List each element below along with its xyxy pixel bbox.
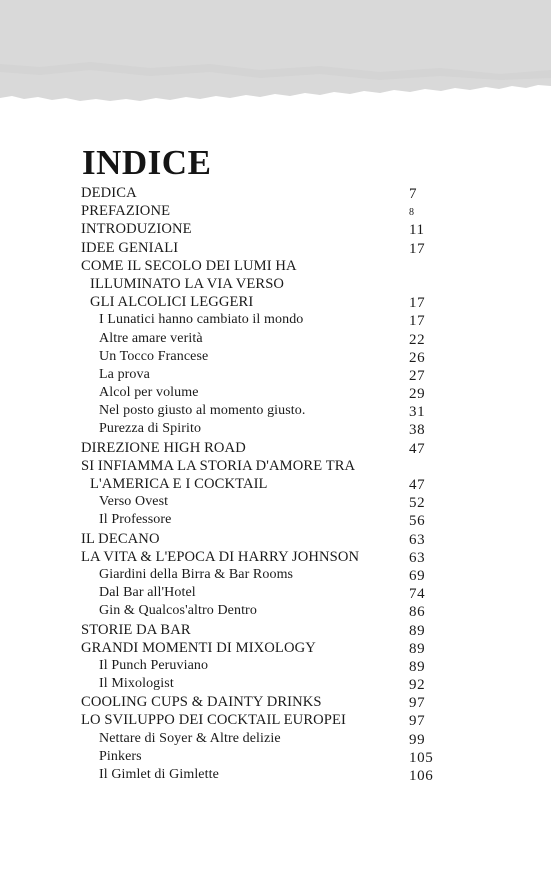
toc-entry-label: Altre amare verità: [99, 330, 203, 346]
toc-entry: [0, 330, 551, 348]
toc-entry-page-number: 47: [409, 477, 426, 493]
toc-entry: [0, 275, 551, 293]
toc-entry-label: Purezza di Spirito: [99, 421, 202, 437]
toc-entry-label: Alcol per volume: [99, 385, 199, 401]
toc-entry: [0, 584, 551, 602]
toc-entry-page-number: 26: [409, 349, 426, 366]
toc-entry: [0, 348, 551, 366]
toc-entry: [0, 457, 551, 475]
toc-entry-label: I Lunatici hanno cambiato il mondo: [99, 312, 304, 328]
toc-entry-page-number: 17: [409, 313, 426, 330]
toc-entry-page-number: 63: [409, 531, 426, 548]
toc-entry-page-number: 31: [409, 404, 426, 421]
toc-entry-page-number: 47: [409, 440, 426, 457]
toc-entry-label: IDEE GENIALI: [81, 239, 179, 256]
toc-entry-page-number: 89: [409, 658, 426, 675]
toc-entry: [0, 257, 551, 275]
toc-entry: [0, 693, 551, 711]
toc-entry-page-number: 97: [409, 713, 426, 730]
page-title: INDICE: [82, 143, 212, 182]
toc-entry-label: Gin & Qualcos'altro Dentro: [99, 603, 257, 619]
toc-entry: [0, 766, 551, 784]
toc-entry-label: Dal Bar all'Hotel: [99, 585, 196, 601]
toc-entry-label: Nettare di Soyer & Altre delizie: [99, 730, 281, 746]
toc-entry: [0, 675, 551, 693]
toc-entry-label: Il Professore: [99, 512, 172, 528]
toc-entry-label: DEDICA: [81, 185, 137, 201]
toc-entry-label: Un Tocco Francese: [99, 348, 209, 364]
toc-entry: [0, 566, 551, 584]
toc-entry: [0, 730, 551, 748]
toc-entry-label: PREFAZIONE: [81, 203, 171, 220]
toc-entry: [0, 511, 551, 529]
toc-entry: [0, 293, 551, 311]
toc-entry-page-number: 17: [409, 240, 426, 257]
toc-entry: [0, 184, 551, 202]
toc-entry: [0, 711, 551, 729]
table-of-contents: [0, 184, 551, 784]
toc-entry-label: GRANDI MOMENTI DI MIXOLOGY: [81, 639, 316, 656]
toc-entry: [0, 366, 551, 384]
toc-entry-label: Pinkers: [99, 748, 142, 764]
toc-entry-label: Il Mixologist: [99, 676, 174, 692]
toc-entry: [0, 220, 551, 238]
toc-entry: [0, 493, 551, 511]
toc-entry-page-number: 56: [409, 513, 426, 530]
toc-entry-page-number: 86: [409, 604, 426, 621]
toc-entry-page-number: 105: [409, 749, 434, 766]
toc-entry-page-number: 7: [409, 186, 418, 202]
toc-entry-page-number: 8: [409, 207, 415, 219]
toc-entry-label: Nel posto giusto al momento giusto.: [99, 403, 306, 419]
toc-entry: [0, 439, 551, 457]
toc-entry: [0, 420, 551, 438]
toc-entry: [0, 621, 551, 639]
toc-entry: [0, 639, 551, 657]
toc-entry-page-number: 22: [409, 331, 426, 348]
toc-entry: [0, 748, 551, 766]
toc-entry: [0, 384, 551, 402]
toc-entry-page-number: 17: [409, 295, 426, 312]
toc-entry-label: COME IL SECOLO DEI LUMI HA: [81, 257, 297, 274]
toc-entry-page-number: 89: [409, 640, 426, 657]
toc-entry: [0, 311, 551, 329]
toc-entry-label: LA VITA & L'EPOCA DI HARRY JOHNSON: [81, 548, 360, 565]
toc-entry: [0, 602, 551, 620]
toc-entry: [0, 239, 551, 257]
toc-entry-page-number: 38: [409, 422, 426, 439]
toc-entry-page-number: 74: [409, 586, 426, 603]
toc-entry-label: Il Punch Peruviano: [99, 657, 209, 673]
toc-entry-label: LO SVILUPPO DEI COCKTAIL EUROPEI: [81, 712, 346, 729]
toc-entry-label: Giardini della Birra & Bar Rooms: [99, 566, 294, 582]
toc-entry: [0, 530, 551, 548]
toc-entry-label: Il Gimlet di Gimlette: [99, 767, 219, 782]
toc-entry-label: IL DECANO: [81, 530, 160, 547]
toc-entry-label: Verso Ovest: [99, 494, 169, 510]
toc-entry: [0, 657, 551, 675]
toc-entry-page-number: 89: [409, 622, 426, 639]
toc-entry-page-number: 69: [409, 567, 426, 584]
toc-entry-label: GLI ALCOLICI LEGGERI: [90, 294, 254, 311]
toc-entry-page-number: 52: [409, 495, 426, 512]
toc-entry-label: COOLING CUPS & DAINTY DRINKS: [81, 694, 322, 711]
toc-entry-page-number: 97: [409, 695, 426, 712]
toc-entry: [0, 402, 551, 420]
toc-entry-label: ILLUMINATO LA VIA VERSO: [90, 275, 285, 292]
toc-entry-page-number: 29: [409, 386, 426, 403]
toc-entry-page-number: 63: [409, 549, 426, 566]
toc-entry-label: La prova: [99, 366, 150, 382]
toc-entry: [0, 548, 551, 566]
toc-entry-page-number: 106: [409, 768, 434, 784]
toc-entry-page-number: 92: [409, 677, 426, 694]
toc-entry: [0, 202, 551, 220]
toc-entry: [0, 475, 551, 493]
toc-entry-page-number: 27: [409, 367, 426, 384]
toc-entry-label: DIREZIONE HIGH ROAD: [81, 439, 246, 456]
toc-entry-page-number: 11: [409, 222, 425, 239]
toc-entry-label: INTRODUZIONE: [81, 221, 192, 238]
toc-entry-label: STORIE DA BAR: [81, 621, 191, 638]
toc-entry-page-number: 99: [409, 731, 426, 748]
toc-entry-label: SI INFIAMMA LA STORIA D'AMORE TRA: [81, 457, 356, 474]
toc-entry-label: L'AMERICA E I COCKTAIL: [90, 476, 268, 492]
brush-stroke-header: [0, 0, 551, 120]
